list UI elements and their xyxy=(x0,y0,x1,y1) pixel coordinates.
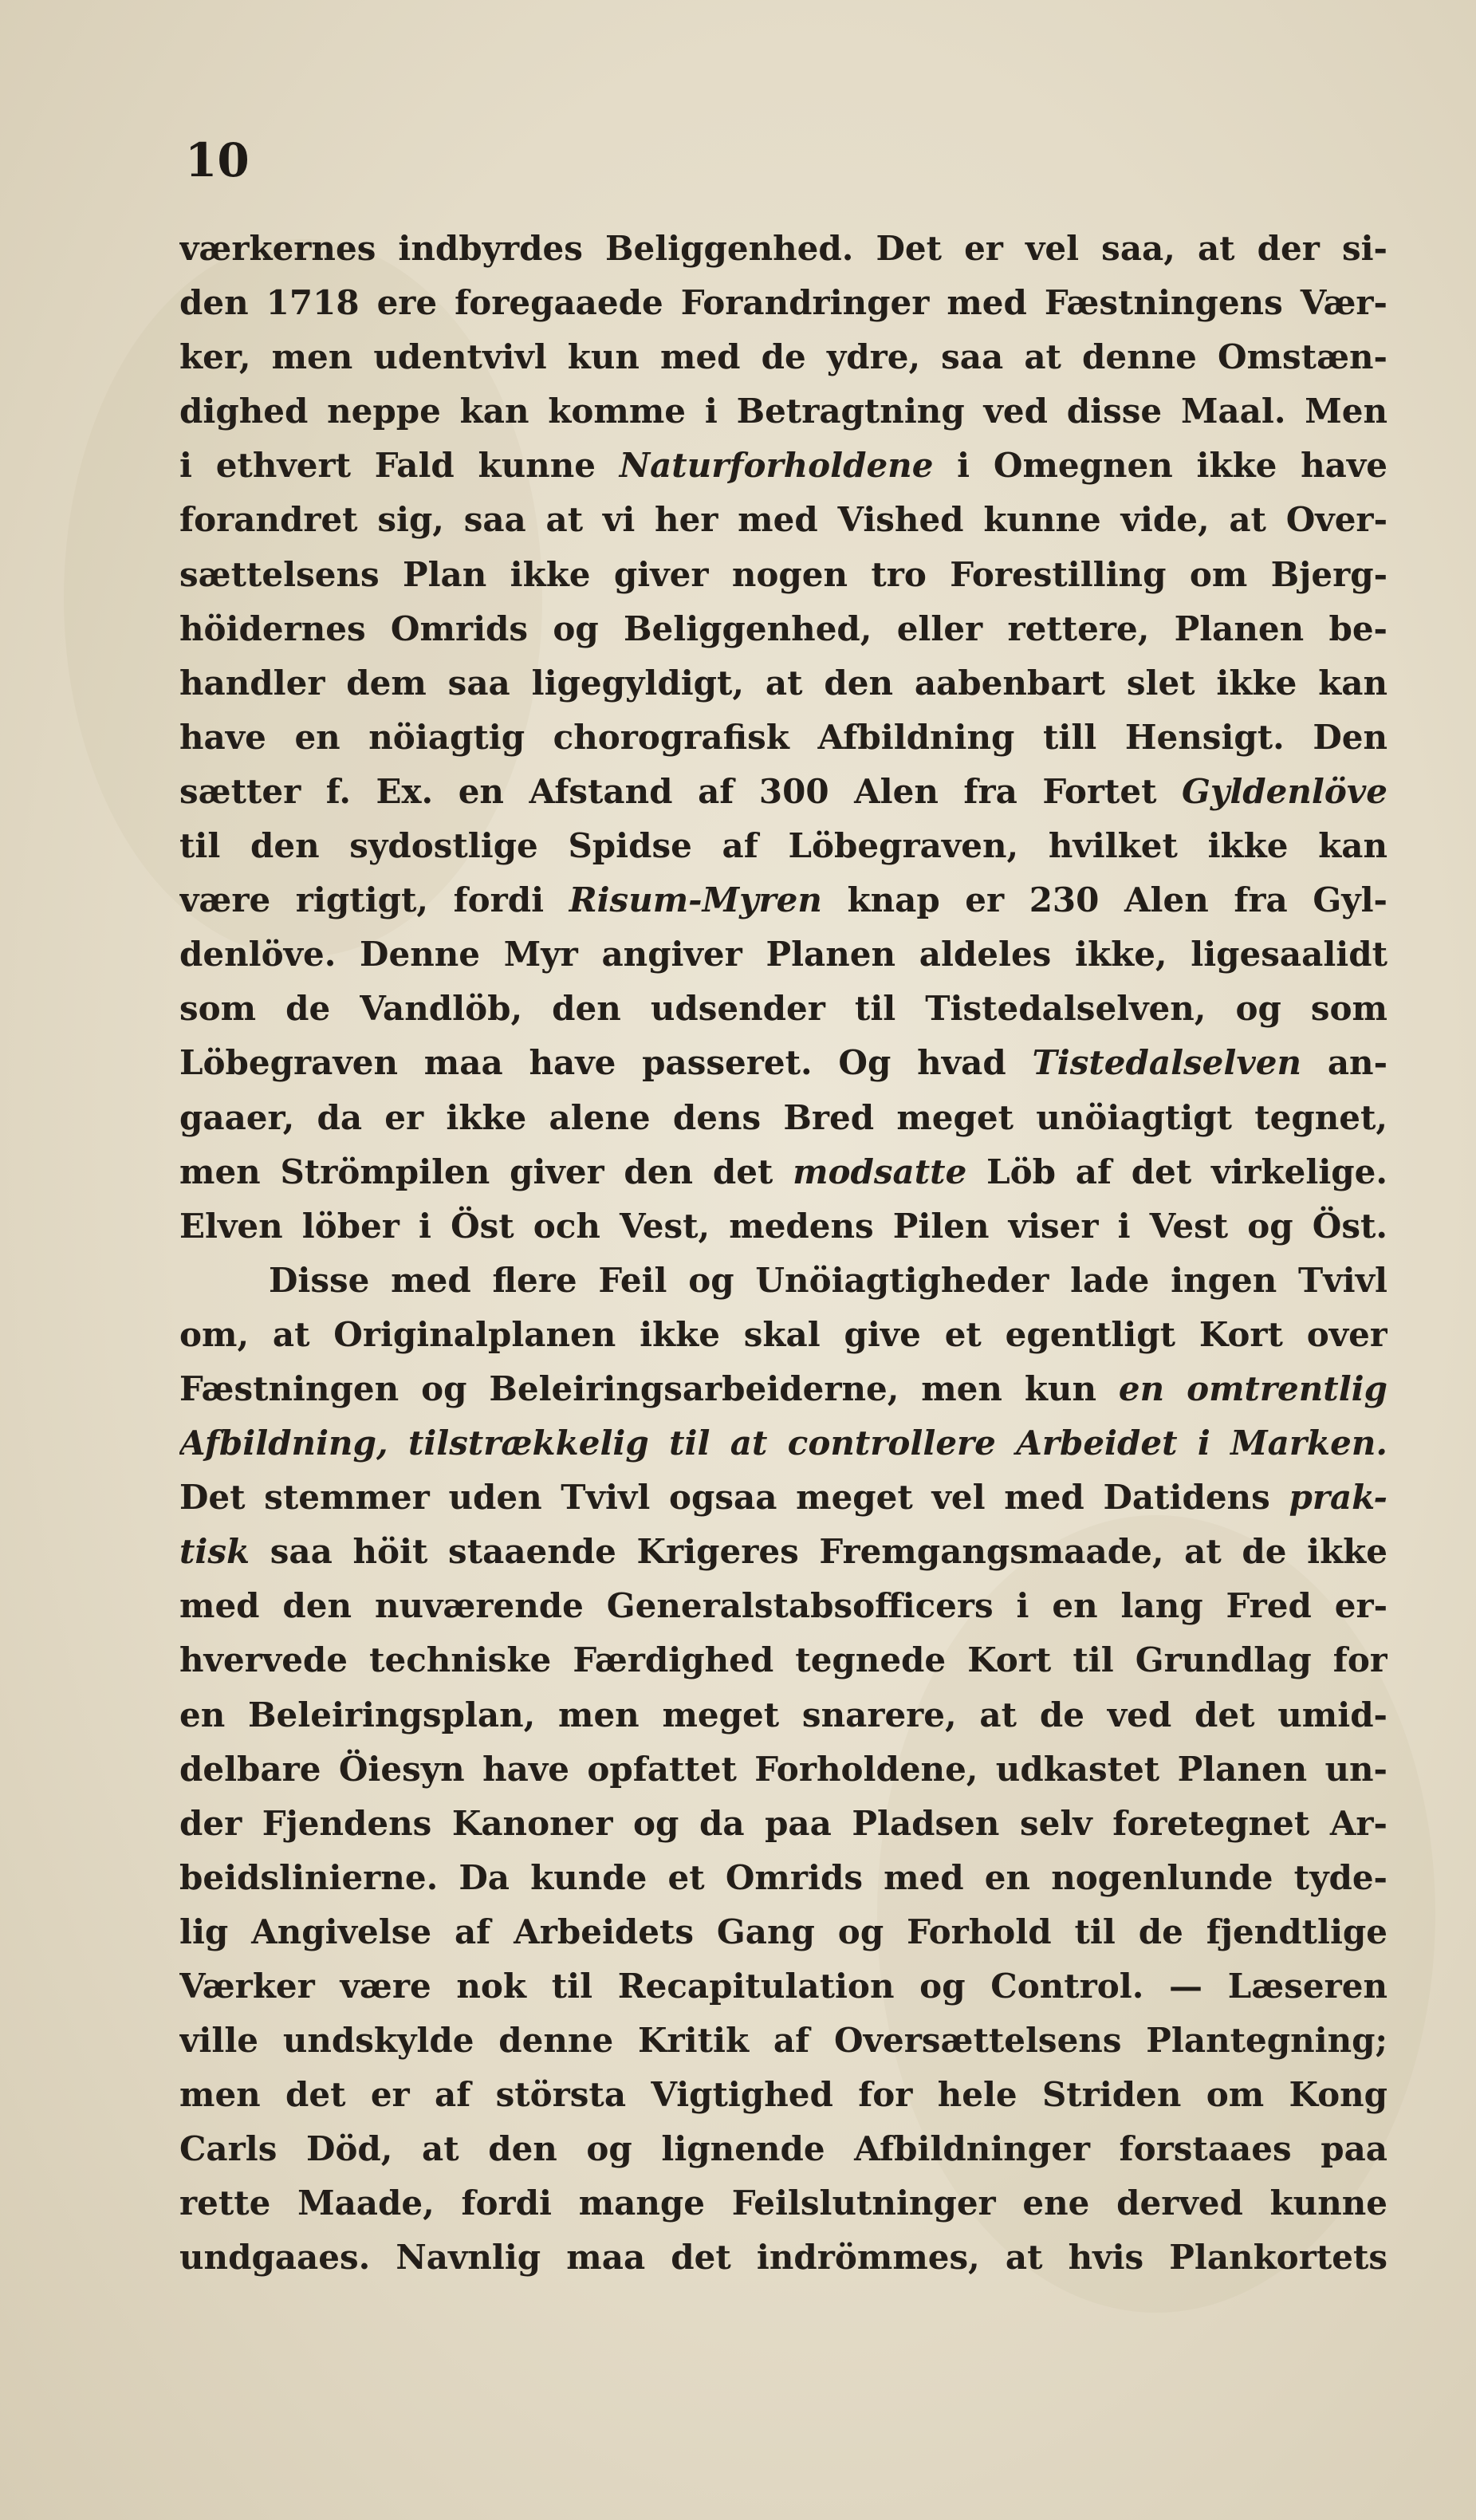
text-line: dighed neppe kan komme i Betragtning ved disse Maal. Men xyxy=(179,392,1387,431)
text-line: om, at Originalplanen ikke skal give et egentligt Kort over xyxy=(179,1314,1387,1354)
text-line: der Fjendens Kanoner og da paa Pladsen selv foretegnet Ar- xyxy=(179,1803,1387,1843)
text-line: Elven löber i Öst och Vest, medens Pilen viser i Vest og Öst. xyxy=(179,1206,1387,1246)
text-line: have en nöiagtig chorografisk Afbildning till Hensigt. Den xyxy=(179,717,1387,757)
text-line: denlöve. Denne Myr angiver Planen aldeles ikke, ligesaalidt xyxy=(179,935,1387,975)
text-line: handler dem saa ligegyldigt, at den aabenbart slet ikke kan xyxy=(179,663,1387,703)
text-line: hvervede techniske Færdighed tegnede Kort til Grundlag for xyxy=(179,1640,1387,1680)
text-line: i ethvert Fald kunne Naturforholdene i Omegnen ikke have xyxy=(179,446,1387,486)
text-line: Disse med flere Feil og Unöiagtigheder lade ingen Tvivl xyxy=(269,1260,1387,1300)
text-line: lig Angivelse af Arbeidets Gang og Forhold til de fjendtlige xyxy=(179,1912,1387,1951)
text-line: tisk saa höit staaende Krigeres Fremgangsmaade, at de ikke xyxy=(179,1532,1387,1572)
text-line: ville undskylde denne Kritik af Oversættelsens Plantegning; xyxy=(179,2021,1387,2061)
text-line: til den sydostlige Spidse af Löbegraven, hvilket ikke kan xyxy=(179,826,1387,866)
text-line: beidslinierne. Da kunde et Omrids med en nogenlunde tyde- xyxy=(179,1857,1387,1897)
text-line: som de Vandlöb, den udsender til Tistedalselven, og som xyxy=(179,989,1387,1029)
text-line: værkernes indbyrdes Beliggenhed. Det er vel saa, at der si- xyxy=(179,229,1387,268)
text-line: rette Maade, fordi mange Feilslutninger ene derved kunne xyxy=(179,2183,1387,2223)
text-line: forandret sig, saa at vi her med Vished kunne vide, at Over- xyxy=(179,500,1387,540)
text-line: sætter f. Ex. en Afstand af 300 Alen fra Fortet Gyldenlöve xyxy=(179,771,1387,811)
text-line: undgaaes. Navnlig maa det indrömmes, at hvis Plankortets xyxy=(179,2238,1387,2278)
text-line: höidernes Omrids og Beliggenhed, eller rettere, Planen be- xyxy=(179,608,1387,648)
text-line: sættelsens Plan ikke giver nogen tro Forestilling om Bjerg- xyxy=(179,554,1387,594)
text-line: ker, men udentvivl kun med de ydre, saa at denne Omstæn- xyxy=(179,337,1387,377)
text-line: med den nuværende Generalstabsofficers i en lang Fred er- xyxy=(179,1586,1387,1626)
text-line: være rigtigt, fordi Risum-Myren knap er 230 Alen fra Gyl- xyxy=(179,880,1387,920)
text-line: gaaer, da er ikke alene dens Bred meget unöiagtigt tegnet, xyxy=(179,1097,1387,1137)
text-line: Fæstningen og Beleiringsarbeiderne, men kun en omtrentlig xyxy=(179,1368,1387,1408)
page-number: 10 xyxy=(185,133,250,187)
body-text xyxy=(179,222,1387,2286)
text-line: Löbegraven maa have passeret. Og hvad Tistedalselven an- xyxy=(179,1043,1387,1083)
text-line: Det stemmer uden Tvivl ogsaa meget vel med Datidens prak- xyxy=(179,1478,1387,1518)
text-line: delbare Öiesyn have opfattet Forholdene, udkastet Planen un- xyxy=(179,1749,1387,1789)
text-line: men det er af största Vigtighed for hele Striden om Kong xyxy=(179,2075,1387,2115)
text-line: Carls Död, at den og lignende Afbildninger forstaaes paa xyxy=(179,2129,1387,2169)
text-line: men Strömpilen giver den det modsatte Löb af det virkelige. xyxy=(179,1152,1387,1191)
text-line: Værker være nok til Recapitulation og Control. — Læseren xyxy=(179,1967,1387,2006)
text-line: Afbildning, tilstrækkelig til at controllere Arbeidet i Marken. xyxy=(179,1423,1387,1463)
text-line: en Beleiringsplan, men meget snarere, at de ved det umid- xyxy=(179,1695,1387,1734)
text-line: den 1718 ere foregaaede Forandringer med Fæstningens Vær- xyxy=(179,283,1387,323)
